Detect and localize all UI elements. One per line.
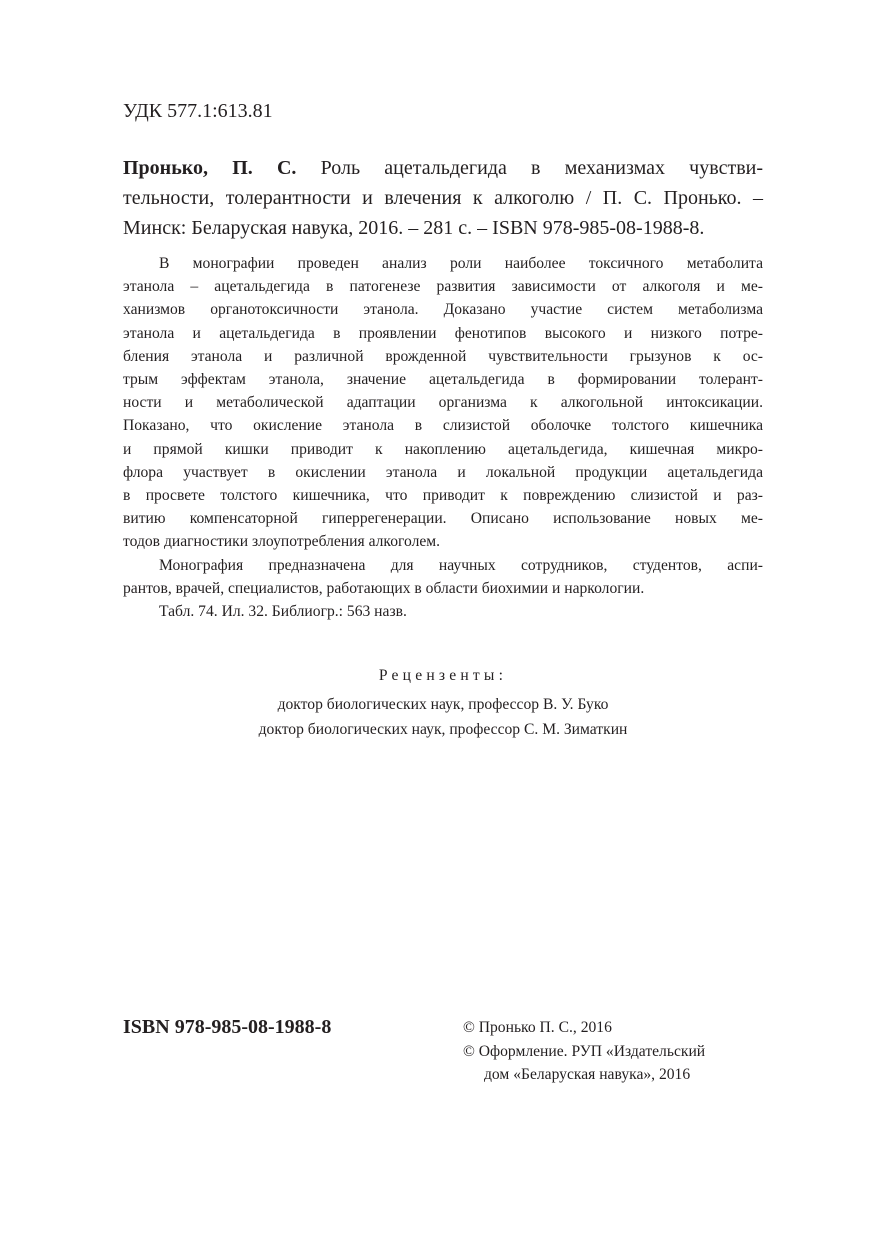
annotation-line: ности и метаболической адаптации организма к алкогольной интоксикации. — [123, 394, 763, 412]
copyright-publisher: дом «Беларуская навука», 2016 — [484, 1066, 691, 1083]
copyright-design: © Оформление. РУП «Издательский — [463, 1042, 706, 1060]
purpose-line: рантов, врачей, специалистов, работающих в области биохимии и наркологии. — [123, 579, 645, 597]
annotation — [123, 252, 763, 623]
annotation-line: витию компенсаторной гиперрегенерации. Описано использование новых ме- — [123, 510, 763, 528]
reviewers-title: Рецензенты: — [378, 667, 508, 684]
reviewer-2: доктор биологических наук, профессор С. М. Зиматкин — [258, 721, 628, 738]
annotation-line: трым эффектам этанола, значение ацетальдегида в формировании толерант- — [123, 371, 763, 389]
bibliographic-record — [123, 153, 763, 243]
annotation-line: тодов диагностики злоупотребления алкоголем. — [123, 533, 441, 551]
biblio-line-2: тельности, толерантности и влечения к алкоголю / П. С. Пронько. – — [123, 187, 763, 209]
isbn-number: ISBN 978-985-08-1988-8 — [123, 1016, 332, 1038]
biblio-line-1: Пронько, П. С. Роль ацетальдегида в механизмах чувстви- — [123, 157, 763, 179]
author-name: Пронько, П. С. — [123, 157, 297, 179]
reviewers-block — [123, 663, 763, 742]
annotation-line: бления этанола и различной врожденной чувствительности грызунов к ос- — [123, 347, 763, 365]
annotation-line: флора участвует в окислении этанола и локальной продукции ацетальдегида — [123, 463, 763, 481]
annotation-line: ханизмов органотоксичности этанола. Доказано участие систем метаболизма — [123, 301, 763, 319]
stats-line: Табл. 74. Ил. 32. Библиогр.: 563 назв. — [159, 603, 407, 621]
copyright-block — [463, 1016, 705, 1087]
biblio-line-3: Минск: Беларуская навука, 2016. – 281 с. – ISBN 978-985-08-1988-8. — [123, 217, 705, 239]
annotation-line: в просвете толстого кишечника, что приводит к повреждению слизистой и раз- — [123, 487, 763, 505]
annotation-line: В монографии проведен анализ роли наиболее токсичного метаболита — [159, 255, 763, 272]
annotation-line: этанола – ацетальдегида в патогенезе развития зависимости от алкоголя и ме- — [123, 278, 763, 296]
annotation-line: и прямой кишки приводит к накоплению ацетальдегида, кишечная микро- — [123, 440, 763, 458]
udk-code: УДК 577.1:613.81 — [123, 100, 273, 122]
annotation-line: этанола и ацетальдегида в проявлении фенотипов высокого и низкого потре- — [123, 324, 763, 342]
copyright-author: © Пронько П. С., 2016 — [463, 1019, 612, 1036]
reviewer-1: доктор биологических наук, профессор В. У. Буко — [277, 696, 609, 713]
annotation-line: Показано, что окисление этанола в слизистой оболочке толстого кишечника — [123, 417, 763, 435]
purpose-line: Монография предназначена для научных сотрудников, студентов, аспи- — [159, 556, 763, 574]
